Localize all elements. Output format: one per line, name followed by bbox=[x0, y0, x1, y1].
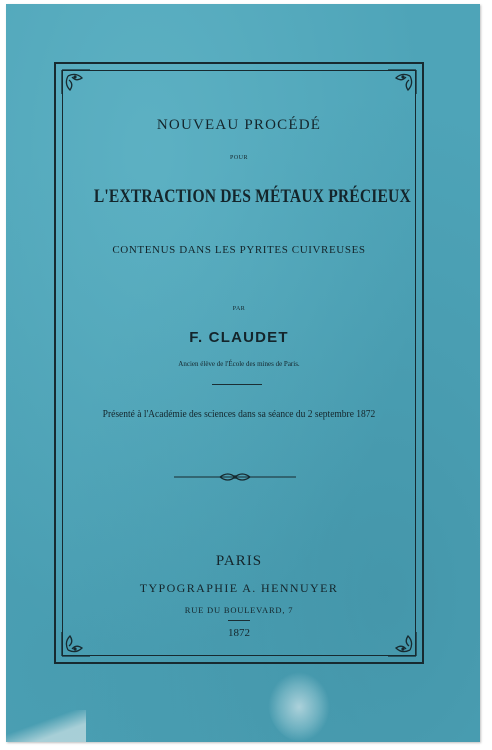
heading-line-1: NOUVEAU PROCÉDÉ bbox=[156, 117, 322, 133]
divider bbox=[228, 620, 250, 621]
imprint-city: PARIS bbox=[215, 553, 263, 569]
by-label: PAR bbox=[232, 306, 246, 312]
corner-ornament-icon bbox=[60, 68, 94, 98]
imprint-printer: TYPOGRAPHIE A. HENNUYER bbox=[139, 581, 339, 595]
author-name: F. CLAUDET bbox=[189, 329, 289, 346]
fleuron-icon bbox=[170, 470, 300, 484]
imprint-year: 1872 bbox=[228, 627, 250, 639]
paper-wear bbox=[6, 710, 86, 742]
corner-ornament-icon bbox=[384, 68, 418, 98]
divider bbox=[212, 384, 262, 385]
presentation-note: Présenté à l'Académie des sciences dans sa séance du 2 septembre 1872 bbox=[102, 409, 376, 420]
subtitle: CONTENUS DANS LES PYRITES CUIVREUSES bbox=[112, 244, 366, 256]
author-note: Ancien élève de l'École des mines de Paris. bbox=[178, 360, 300, 368]
main-title: L'EXTRACTION DES MÉTAUX PRÉCIEUX bbox=[93, 186, 411, 207]
imprint-address: RUE DU BOULEVARD, 7 bbox=[184, 605, 294, 615]
heading-pour: POUR bbox=[229, 155, 248, 161]
